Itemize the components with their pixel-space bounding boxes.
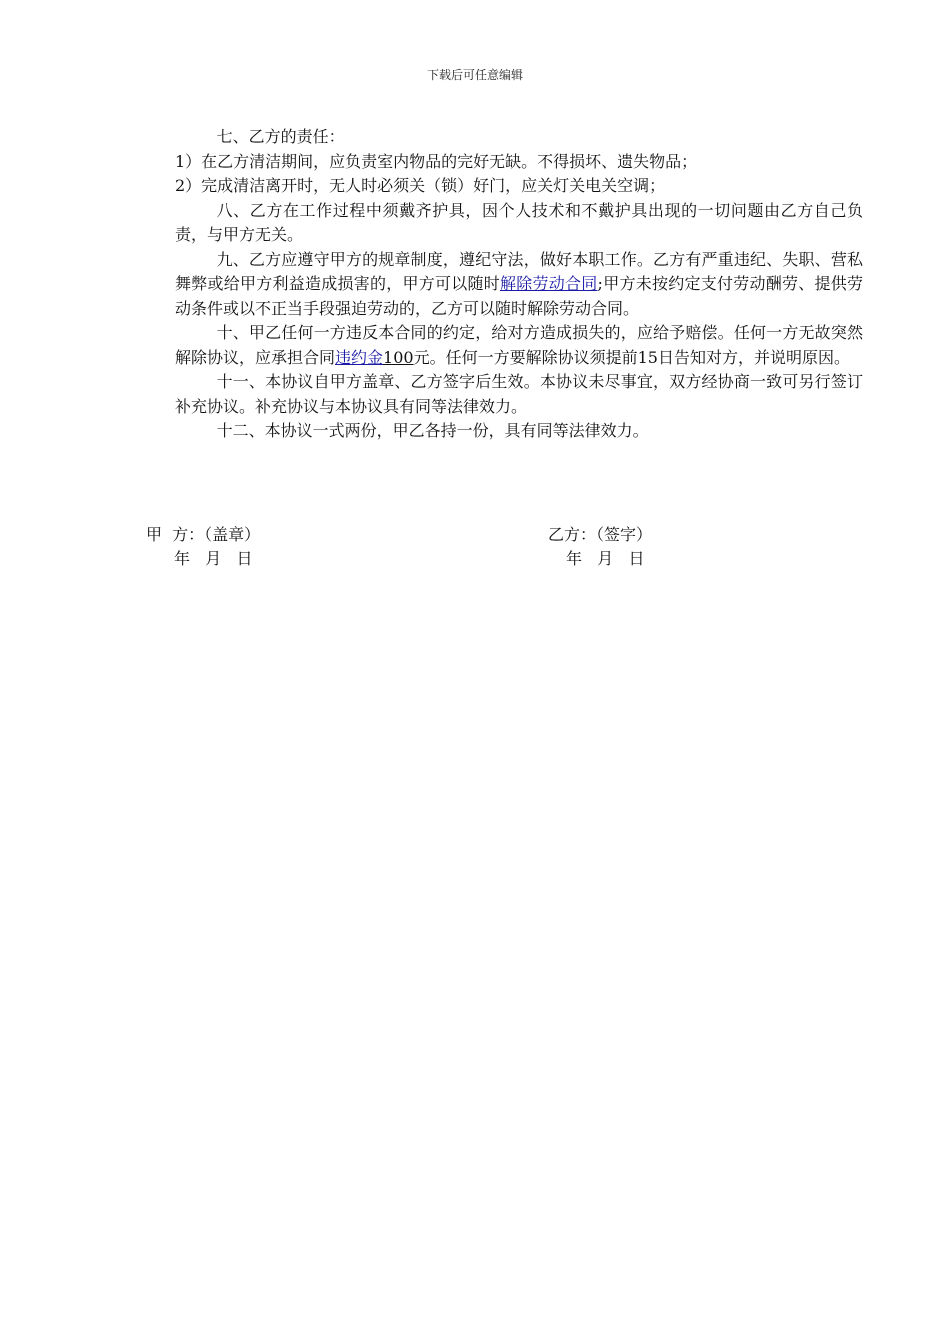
clause-12: 十二、本协议一式两份，甲乙各持一份，具有同等法律效力。 xyxy=(216,421,649,440)
page-header: 下载后可任意编辑 xyxy=(426,68,523,82)
clause-9 xyxy=(175,248,863,322)
clause-7-title: 七、乙方的责任： xyxy=(216,127,345,146)
clause-11: 十一、本协议自甲方盖章、乙方签字后生效。本协议未尽事宜，双方经协商一致可另行签订补充协议。补充协议与本协议具有同等法律效力。 xyxy=(175,372,863,416)
party-b-signature xyxy=(548,523,652,571)
clause-8: 八、乙方在工作过程中须戴齐护具，因个人技术和不戴护具出现的一切问题由乙方自己负责，与甲方无关。 xyxy=(175,200,863,244)
contract-body xyxy=(175,125,863,444)
clause-7-item-2: 2）完成清洁离开时，无人时必须关（锁）好门，应关灯关电关空调； xyxy=(175,176,666,195)
clause-10-text-2: 元。任何一方要解除协议须提前15日告知对方，并说明原因。 xyxy=(413,347,850,367)
clause-7-item-1: 1）在乙方清洁期间，应负责室内物品的完好无缺。不得损坏、遗失物品； xyxy=(175,151,698,171)
party-a-signature xyxy=(146,523,260,571)
party-b-label: 乙方：（签字） xyxy=(548,525,653,544)
party-a-date: 年 月 日 xyxy=(174,549,253,568)
party-a-label: 甲 方：（盖章） xyxy=(146,525,261,544)
party-b-date: 年 月 日 xyxy=(566,549,645,568)
penalty-amount: 100 xyxy=(383,347,414,367)
clause-9-text-2: ;甲方未按约定支付劳动酬劳、提供劳动条件或以不正当手段强迫劳动的，乙方可以随时解除劳动合同。 xyxy=(175,274,863,318)
terminate-contract-link[interactable]: 解除劳动合同 xyxy=(500,274,598,293)
clause-10 xyxy=(175,321,863,370)
clause-10-text-1: 十、甲乙任何一方违反本合同的约定，给对方造成损失的，应给予赔偿。任何一方无故突然解除协议，应承担合同 xyxy=(175,323,863,367)
clause-9-text-1: 九、乙方应遵守甲方的规章制度，遵纪守法，做好本职工作。乙方有严重违纪、失职、营私舞弊或给甲方利益造成损害的，甲方可以随时 xyxy=(175,249,863,293)
penalty-link[interactable]: 违约金 xyxy=(335,347,384,367)
